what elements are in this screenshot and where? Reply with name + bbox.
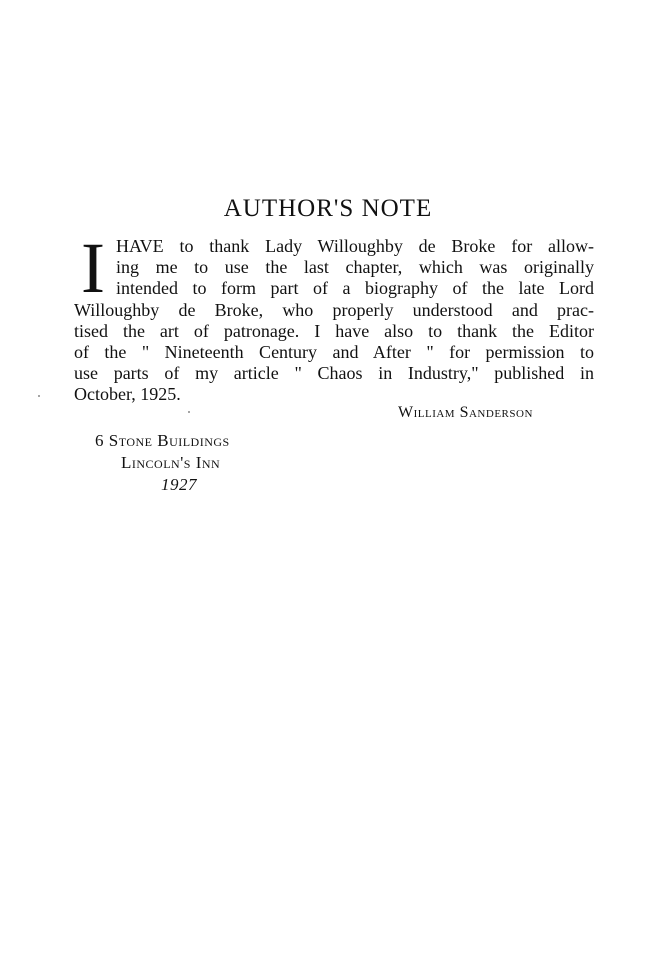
paragraph-line: tised the art of patronage. I have also to thank the Editor (74, 320, 594, 341)
paragraph-line: of the " Nineteenth Century and After " for permission to (74, 341, 594, 362)
page-title: AUTHOR'S NOTE (223, 195, 433, 222)
paragraph-line: ing me to use the last chapter, which was originally (116, 257, 594, 278)
paper-speck (38, 395, 40, 397)
address-year: 1927 (161, 475, 197, 494)
author-signature: William Sanderson (398, 404, 533, 421)
address-line: Lincoln's Inn (121, 453, 221, 472)
paragraph-line: use parts of my article " Chaos in Industry," published in (74, 363, 594, 384)
paragraph-line: intended to form part of a biography of the late Lord (116, 278, 594, 299)
paragraph-line: Willoughby de Broke, who properly understood and prac- (74, 299, 594, 320)
paragraph-line: HAVE to thank Lady Willoughby de Broke for allow- (116, 236, 594, 256)
paragraph-line: October, 1925. (74, 384, 181, 405)
drop-cap: I (81, 228, 105, 308)
note-paragraph (74, 228, 594, 406)
address-line: 6 Stone Buildings (95, 431, 230, 450)
paper-speck (188, 411, 190, 413)
